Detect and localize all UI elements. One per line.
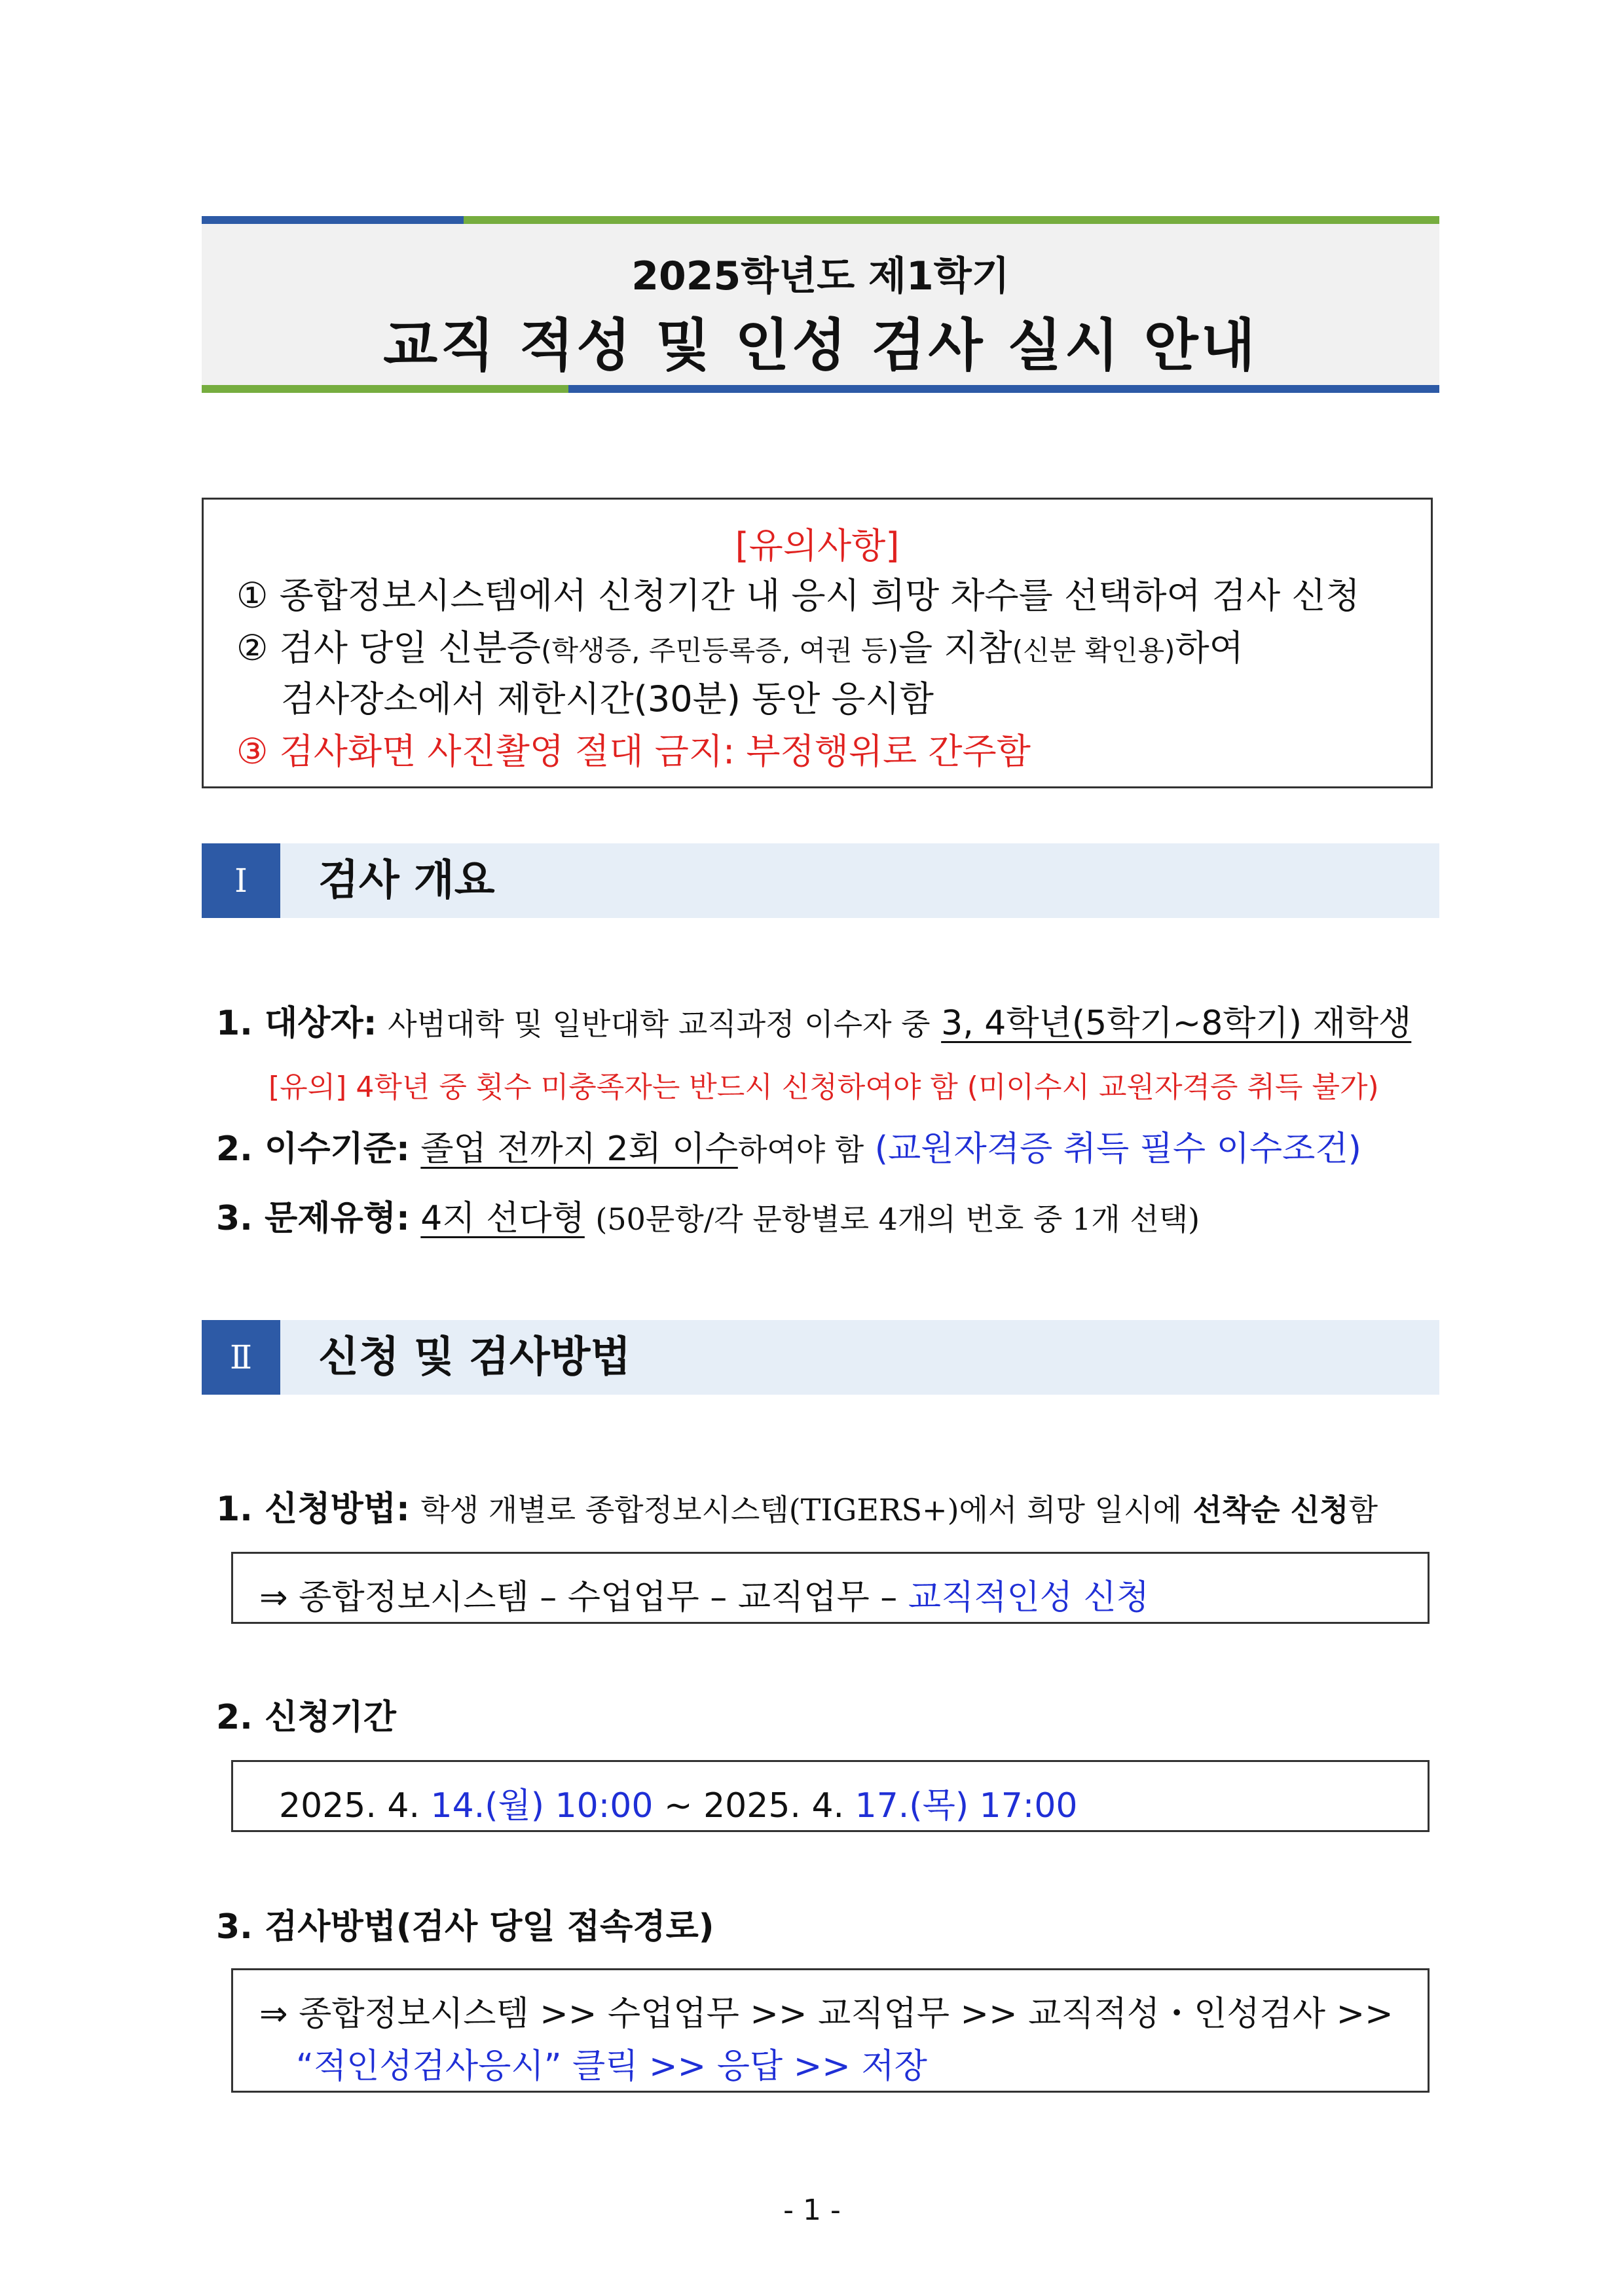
item-text: 사범대학 및 일반대학 교직과정 이수자 중 bbox=[388, 1006, 931, 1042]
item-detail: (50문항/각 문항별로 4개의 번호 중 1개 선택) bbox=[595, 1202, 1200, 1237]
method-item-apply bbox=[216, 1481, 1378, 1530]
item-end: 함 bbox=[1348, 1492, 1378, 1528]
page-number: - 1 - bbox=[783, 2194, 841, 2227]
apply-path-text: ⇒ 종합정보시스템 – 수업업무 – 교직업무 – bbox=[259, 1578, 898, 1617]
notice-item-2-a: ② 검사 당일 신분증 bbox=[236, 627, 542, 669]
notice-heading: [유의사항] bbox=[735, 525, 900, 566]
period-end-date: ~ 2025. 4. bbox=[663, 1786, 845, 1826]
overview-item-note: [유의] 4학년 중 횟수 미충족자는 반드시 신청하여야 함 (미이수시 교원자격증 취득 불가) bbox=[268, 1071, 1379, 1104]
period-start-date: 2025. 4. bbox=[279, 1786, 420, 1826]
test-path-box bbox=[231, 1968, 1430, 2093]
notice-box bbox=[202, 498, 1433, 788]
method-item-period bbox=[216, 1689, 396, 1738]
overview-item-target bbox=[216, 995, 1411, 1044]
notice-item-2-b: (학생증, 주민등록증, 여권 등) bbox=[541, 634, 898, 667]
item-highlight: 3, 4학년(5학기~8학기) 재학생 bbox=[941, 1004, 1412, 1043]
section-header-overview bbox=[202, 843, 1439, 918]
item-blue-text: (교원자격증 취득 필수 이수조건) bbox=[874, 1129, 1361, 1169]
overview-item-type bbox=[216, 1190, 1200, 1239]
notice-item-2-d: (신분 확인용) bbox=[1012, 634, 1175, 667]
notice-item-3: ③ 검사화면 사진촬영 절대 금지: 부정행위로 간주함 bbox=[236, 731, 1031, 772]
item-text: 4지 선다형 bbox=[420, 1199, 585, 1238]
period-start-time: 14.(월) 10:00 bbox=[430, 1786, 654, 1826]
notice-item-1: ① 종합정보시스템에서 신청기간 내 응시 희망 차수를 선택하여 검사 신청 bbox=[236, 575, 1360, 616]
title-bar-top-blue bbox=[202, 216, 464, 224]
item-text: 학생 개별로 종합정보시스템(TIGERS+)에서 희망 일시에 bbox=[420, 1492, 1182, 1528]
item-label: 1. 신청방법: bbox=[216, 1490, 410, 1529]
apply-path-link: 교직적인성 신청 bbox=[908, 1578, 1149, 1617]
title-semester: 2025학년도 제1학기 bbox=[631, 253, 1010, 299]
overview-item-criteria bbox=[216, 1121, 1361, 1170]
page-title: 교직 적성 및 인성 검사 실시 안내 bbox=[383, 313, 1258, 378]
item-label: 2. 이수기준: bbox=[216, 1129, 410, 1169]
section-title: 검사 개요 bbox=[318, 856, 495, 905]
test-path-line-2: “적인성검사응시” 클릭 >> 응답 >> 저장 bbox=[296, 2047, 927, 2086]
section-header-method bbox=[202, 1320, 1439, 1395]
title-bar-bottom-blue bbox=[568, 385, 1439, 393]
item-label: 2. 신청기간 bbox=[216, 1698, 396, 1737]
section-number: Ⅱ bbox=[202, 1320, 280, 1395]
item-label: 3. 문제유형: bbox=[216, 1199, 410, 1238]
apply-path bbox=[259, 1570, 1149, 1619]
title-banner bbox=[202, 216, 1439, 393]
apply-path-box bbox=[231, 1552, 1430, 1624]
item-bold: 선착순 신청 bbox=[1192, 1492, 1349, 1528]
section-number: Ⅰ bbox=[202, 843, 280, 918]
item-text-2: 하여야 함 bbox=[737, 1132, 864, 1167]
item-label: 1. 대상자: bbox=[216, 1004, 377, 1043]
notice-item-2-c: 을 지참 bbox=[898, 627, 1012, 669]
item-label: 3. 검사방법(검사 당일 접속경로) bbox=[216, 1907, 714, 1947]
period-box bbox=[231, 1760, 1430, 1832]
title-bar-top-green bbox=[464, 216, 1439, 224]
period-end-time: 17.(목) 17:00 bbox=[855, 1786, 1078, 1826]
notice-item-2-line-2: 검사장소에서 제한시간(30분) 동안 응시함 bbox=[281, 678, 934, 720]
notice-item-2-e: 하여 bbox=[1175, 627, 1244, 669]
item-text: 졸업 전까지 2회 이수 bbox=[420, 1129, 738, 1169]
period-text bbox=[279, 1778, 1078, 1827]
section-title: 신청 및 검사방법 bbox=[318, 1333, 631, 1382]
test-path-line-1: ⇒ 종합정보시스템 >> 수업업무 >> 교직업무 >> 교직적성・인성검사 >> bbox=[259, 1994, 1393, 2034]
title-bar-bottom-green bbox=[202, 385, 568, 393]
method-item-test bbox=[216, 1899, 714, 1948]
notice-item-2 bbox=[236, 620, 1244, 670]
